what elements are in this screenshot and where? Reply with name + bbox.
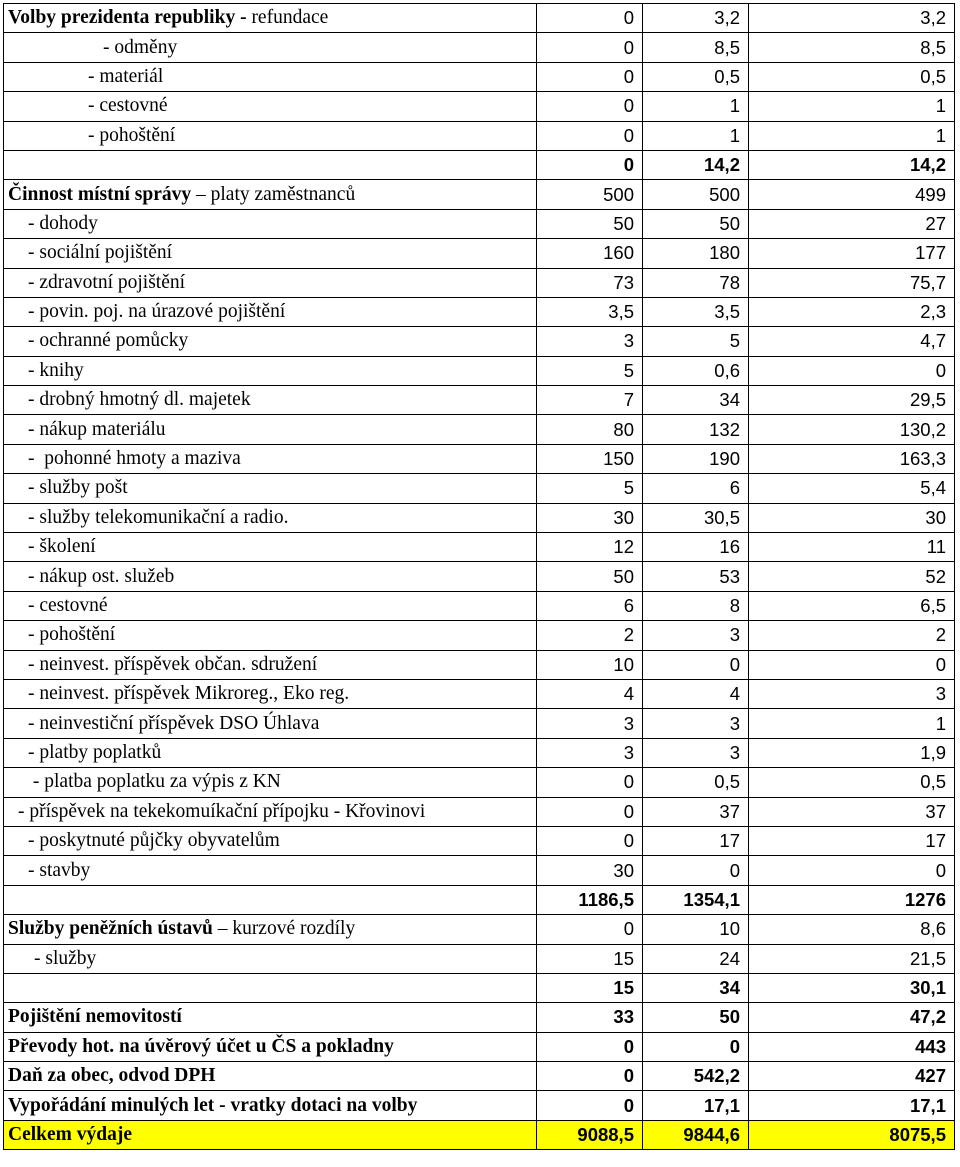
item-label: - poskytnuté půjčky obyvatelům bbox=[28, 830, 280, 852]
value-col-3: 0,5 bbox=[749, 62, 955, 91]
subtotal-row bbox=[4, 150, 955, 179]
table-row bbox=[4, 386, 955, 415]
table-row bbox=[4, 268, 955, 297]
row-label bbox=[4, 1120, 537, 1149]
total-row bbox=[4, 1120, 955, 1149]
table-row bbox=[4, 562, 955, 591]
row-label bbox=[4, 121, 537, 150]
value-col-1: 0 bbox=[537, 1091, 643, 1120]
row-label bbox=[4, 1091, 537, 1120]
value-col-2: 1 bbox=[643, 121, 749, 150]
value-col-3: 21,5 bbox=[749, 944, 955, 973]
table-row bbox=[4, 1032, 955, 1061]
row-label bbox=[4, 709, 537, 738]
value-col-2: 78 bbox=[643, 268, 749, 297]
item-label: - ochranné pomůcky bbox=[28, 330, 189, 352]
section-heading: Volby prezidenta republiky - bbox=[8, 7, 252, 29]
row-label bbox=[4, 92, 537, 121]
section-heading: Pojištění nemovitostí bbox=[8, 1006, 182, 1028]
value-col-1: 50 bbox=[537, 562, 643, 591]
value-col-2: 1354,1 bbox=[643, 885, 749, 914]
value-col-2: 30,5 bbox=[643, 503, 749, 532]
table-row bbox=[4, 297, 955, 326]
row-label bbox=[4, 209, 537, 238]
value-col-3: 0,5 bbox=[749, 768, 955, 797]
item-label: - platby poplatků bbox=[28, 741, 162, 763]
value-col-1: 0 bbox=[537, 33, 643, 62]
value-col-2: 3,5 bbox=[643, 297, 749, 326]
section-heading: Převody hot. na úvěrový účet u ČS a pokladny bbox=[8, 1035, 394, 1057]
value-col-2: 50 bbox=[643, 1003, 749, 1032]
value-col-3: 427 bbox=[749, 1062, 955, 1091]
value-col-1: 0 bbox=[537, 797, 643, 826]
value-col-1: 3,5 bbox=[537, 297, 643, 326]
value-col-2: 132 bbox=[643, 415, 749, 444]
item-label: - odměny bbox=[103, 36, 178, 58]
value-col-3: 8,5 bbox=[749, 33, 955, 62]
value-col-1: 0 bbox=[537, 768, 643, 797]
table-row bbox=[4, 474, 955, 503]
table-row bbox=[4, 33, 955, 62]
value-col-2: 34 bbox=[643, 386, 749, 415]
value-col-2: 3,2 bbox=[643, 4, 749, 33]
row-label bbox=[4, 503, 537, 532]
item-label: - cestovné bbox=[88, 95, 168, 117]
value-col-3: 2 bbox=[749, 621, 955, 650]
value-col-3: 52 bbox=[749, 562, 955, 591]
value-col-3: 499 bbox=[749, 180, 955, 209]
item-label: - pohonné hmoty a maziva bbox=[28, 448, 241, 470]
value-col-2: 0 bbox=[643, 650, 749, 679]
value-col-3: 0 bbox=[749, 356, 955, 385]
item-label: - příspěvek na tekekomuíkační přípojku - Křovinovi bbox=[18, 800, 426, 822]
value-col-3: 30 bbox=[749, 503, 955, 532]
row-label bbox=[4, 1032, 537, 1061]
value-col-1: 3 bbox=[537, 327, 643, 356]
value-col-1: 9088,5 bbox=[537, 1120, 643, 1149]
item-label: - sociální pojištění bbox=[28, 242, 173, 264]
value-col-1: 30 bbox=[537, 856, 643, 885]
row-label bbox=[4, 474, 537, 503]
value-col-2: 24 bbox=[643, 944, 749, 973]
value-col-3: 130,2 bbox=[749, 415, 955, 444]
item-label: - dohody bbox=[28, 212, 98, 234]
value-col-1: 5 bbox=[537, 474, 643, 503]
row-label bbox=[4, 768, 537, 797]
expenditure-table bbox=[3, 3, 955, 1150]
value-col-3: 3 bbox=[749, 679, 955, 708]
table-row bbox=[4, 209, 955, 238]
value-col-2: 0,6 bbox=[643, 356, 749, 385]
row-label bbox=[4, 4, 537, 33]
row-label bbox=[4, 650, 537, 679]
value-col-2: 180 bbox=[643, 239, 749, 268]
table-row bbox=[4, 533, 955, 562]
table-row bbox=[4, 768, 955, 797]
item-label: - povin. poj. na úrazové pojištění bbox=[28, 301, 286, 323]
value-col-2: 190 bbox=[643, 444, 749, 473]
value-col-2: 500 bbox=[643, 180, 749, 209]
value-col-1: 0 bbox=[537, 1062, 643, 1091]
value-col-2: 9844,6 bbox=[643, 1120, 749, 1149]
value-col-2: 3 bbox=[643, 738, 749, 767]
value-col-3: 37 bbox=[749, 797, 955, 826]
item-label: - nákup ost. služeb bbox=[28, 565, 175, 587]
value-col-1: 3 bbox=[537, 738, 643, 767]
value-col-2: 8,5 bbox=[643, 33, 749, 62]
table-row bbox=[4, 591, 955, 620]
row-label bbox=[4, 797, 537, 826]
subtotal-row bbox=[4, 973, 955, 1002]
value-col-1: 500 bbox=[537, 180, 643, 209]
value-col-3: 30,1 bbox=[749, 973, 955, 1002]
value-col-3: 1 bbox=[749, 92, 955, 121]
value-col-3: 4,7 bbox=[749, 327, 955, 356]
item-label: - neinvest. příspěvek Mikroreg., Eko reg. bbox=[28, 683, 350, 705]
table-row bbox=[4, 415, 955, 444]
value-col-2: 542,2 bbox=[643, 1062, 749, 1091]
subtotal-row bbox=[4, 885, 955, 914]
item-label: - materiál bbox=[88, 65, 164, 87]
item-label: - neinvestiční příspěvek DSO Úhlava bbox=[28, 712, 320, 734]
value-col-3: 27 bbox=[749, 209, 955, 238]
table-row bbox=[4, 679, 955, 708]
table-row bbox=[4, 797, 955, 826]
value-col-3: 443 bbox=[749, 1032, 955, 1061]
value-col-3: 8075,5 bbox=[749, 1120, 955, 1149]
value-col-1: 5 bbox=[537, 356, 643, 385]
table-row bbox=[4, 826, 955, 855]
value-col-2: 0 bbox=[643, 1032, 749, 1061]
table-row bbox=[4, 915, 955, 944]
value-col-1: 1186,5 bbox=[537, 885, 643, 914]
value-col-1: 15 bbox=[537, 973, 643, 1002]
row-label bbox=[4, 885, 537, 914]
value-col-2: 53 bbox=[643, 562, 749, 591]
item-label: - pohoštění bbox=[28, 624, 116, 646]
row-label bbox=[4, 826, 537, 855]
value-col-3: 6,5 bbox=[749, 591, 955, 620]
value-col-2: 0,5 bbox=[643, 768, 749, 797]
value-col-1: 0 bbox=[537, 826, 643, 855]
item-label: - zdravotní pojištění bbox=[28, 271, 186, 293]
table-row bbox=[4, 1062, 955, 1091]
value-col-3: 29,5 bbox=[749, 386, 955, 415]
row-label bbox=[4, 621, 537, 650]
table-row bbox=[4, 239, 955, 268]
row-label bbox=[4, 239, 537, 268]
row-label bbox=[4, 356, 537, 385]
value-col-3: 75,7 bbox=[749, 268, 955, 297]
row-label bbox=[4, 180, 537, 209]
table-row bbox=[4, 944, 955, 973]
value-col-1: 0 bbox=[537, 150, 643, 179]
row-label bbox=[4, 327, 537, 356]
row-label bbox=[4, 415, 537, 444]
value-col-2: 0,5 bbox=[643, 62, 749, 91]
value-col-1: 3 bbox=[537, 709, 643, 738]
item-label: - služby pošt bbox=[28, 477, 128, 499]
table-row bbox=[4, 621, 955, 650]
value-col-2: 17 bbox=[643, 826, 749, 855]
value-col-1: 73 bbox=[537, 268, 643, 297]
item-label: – platy zaměstnanců bbox=[191, 183, 356, 205]
row-label bbox=[4, 297, 537, 326]
section-heading: Služby peněžních ústavů bbox=[8, 918, 213, 940]
value-col-2: 17,1 bbox=[643, 1091, 749, 1120]
value-col-1: 80 bbox=[537, 415, 643, 444]
table-row bbox=[4, 62, 955, 91]
row-label bbox=[4, 562, 537, 591]
value-col-1: 15 bbox=[537, 944, 643, 973]
value-col-3: 11 bbox=[749, 533, 955, 562]
value-col-1: 0 bbox=[537, 62, 643, 91]
row-label bbox=[4, 856, 537, 885]
table-row bbox=[4, 503, 955, 532]
section-heading: Vypořádání minulých let - vratky dotaci na volby bbox=[8, 1094, 418, 1116]
row-label bbox=[4, 386, 537, 415]
item-label: - pohoštění bbox=[88, 124, 176, 146]
item-label: - knihy bbox=[28, 359, 84, 381]
value-col-3: 0 bbox=[749, 856, 955, 885]
table-row bbox=[4, 444, 955, 473]
value-col-1: 4 bbox=[537, 679, 643, 708]
item-label: refundace bbox=[251, 7, 329, 29]
table-row bbox=[4, 356, 955, 385]
table-row bbox=[4, 709, 955, 738]
item-label: - neinvest. příspěvek občan. sdružení bbox=[28, 653, 318, 675]
section-heading: Celkem výdaje bbox=[8, 1124, 133, 1146]
value-col-1: 2 bbox=[537, 621, 643, 650]
value-col-3: 177 bbox=[749, 239, 955, 268]
value-col-1: 6 bbox=[537, 591, 643, 620]
value-col-3: 1 bbox=[749, 709, 955, 738]
value-col-2: 6 bbox=[643, 474, 749, 503]
value-col-1: 0 bbox=[537, 915, 643, 944]
row-label bbox=[4, 591, 537, 620]
row-label bbox=[4, 62, 537, 91]
row-label bbox=[4, 679, 537, 708]
row-label bbox=[4, 738, 537, 767]
value-col-1: 12 bbox=[537, 533, 643, 562]
value-col-2: 14,2 bbox=[643, 150, 749, 179]
value-col-1: 0 bbox=[537, 1032, 643, 1061]
table-row bbox=[4, 4, 955, 33]
item-label: - drobný hmotný dl. majetek bbox=[28, 389, 251, 411]
row-label bbox=[4, 533, 537, 562]
value-col-2: 50 bbox=[643, 209, 749, 238]
row-label bbox=[4, 915, 537, 944]
value-col-1: 150 bbox=[537, 444, 643, 473]
row-label bbox=[4, 268, 537, 297]
value-col-3: 1 bbox=[749, 121, 955, 150]
table-row bbox=[4, 327, 955, 356]
value-col-2: 4 bbox=[643, 679, 749, 708]
value-col-3: 0 bbox=[749, 650, 955, 679]
value-col-1: 0 bbox=[537, 121, 643, 150]
row-label bbox=[4, 944, 537, 973]
section-heading: Daň za obec, odvod DPH bbox=[8, 1065, 216, 1087]
table-row bbox=[4, 92, 955, 121]
value-col-2: 16 bbox=[643, 533, 749, 562]
table-row bbox=[4, 650, 955, 679]
value-col-3: 163,3 bbox=[749, 444, 955, 473]
value-col-2: 37 bbox=[643, 797, 749, 826]
value-col-1: 50 bbox=[537, 209, 643, 238]
value-col-2: 10 bbox=[643, 915, 749, 944]
row-label bbox=[4, 973, 537, 1002]
value-col-3: 17 bbox=[749, 826, 955, 855]
value-col-3: 14,2 bbox=[749, 150, 955, 179]
item-label: - školení bbox=[28, 536, 96, 558]
value-col-2: 0 bbox=[643, 856, 749, 885]
row-label bbox=[4, 1062, 537, 1091]
item-label: - nákup materiálu bbox=[28, 418, 166, 440]
value-col-2: 8 bbox=[643, 591, 749, 620]
row-label bbox=[4, 33, 537, 62]
value-col-3: 1,9 bbox=[749, 738, 955, 767]
row-label bbox=[4, 1003, 537, 1032]
row-label bbox=[4, 150, 537, 179]
value-col-2: 34 bbox=[643, 973, 749, 1002]
value-col-3: 47,2 bbox=[749, 1003, 955, 1032]
value-col-2: 3 bbox=[643, 709, 749, 738]
item-label: – kurzové rozdíly bbox=[212, 918, 356, 940]
value-col-1: 7 bbox=[537, 386, 643, 415]
item-label: - platba poplatku za výpis z KN bbox=[28, 771, 281, 793]
value-col-1: 160 bbox=[537, 239, 643, 268]
value-col-3: 5,4 bbox=[749, 474, 955, 503]
value-col-2: 1 bbox=[643, 92, 749, 121]
table-row bbox=[4, 856, 955, 885]
table-row bbox=[4, 738, 955, 767]
value-col-3: 17,1 bbox=[749, 1091, 955, 1120]
table-row bbox=[4, 180, 955, 209]
value-col-1: 30 bbox=[537, 503, 643, 532]
value-col-3: 3,2 bbox=[749, 4, 955, 33]
value-col-3: 2,3 bbox=[749, 297, 955, 326]
value-col-1: 0 bbox=[537, 92, 643, 121]
value-col-2: 5 bbox=[643, 327, 749, 356]
row-label bbox=[4, 444, 537, 473]
section-heading: Činnost místní správy bbox=[8, 183, 192, 205]
table-row bbox=[4, 121, 955, 150]
value-col-1: 0 bbox=[537, 4, 643, 33]
value-col-1: 10 bbox=[537, 650, 643, 679]
table-row bbox=[4, 1091, 955, 1120]
value-col-3: 1276 bbox=[749, 885, 955, 914]
value-col-1: 33 bbox=[537, 1003, 643, 1032]
value-col-3: 8,6 bbox=[749, 915, 955, 944]
item-label: - stavby bbox=[28, 859, 91, 881]
item-label: - cestovné bbox=[28, 595, 108, 616]
item-label: - služby bbox=[34, 947, 97, 969]
value-col-2: 3 bbox=[643, 621, 749, 650]
item-label: - služby telekomunikační a radio. bbox=[28, 506, 289, 528]
table-row bbox=[4, 1003, 955, 1032]
